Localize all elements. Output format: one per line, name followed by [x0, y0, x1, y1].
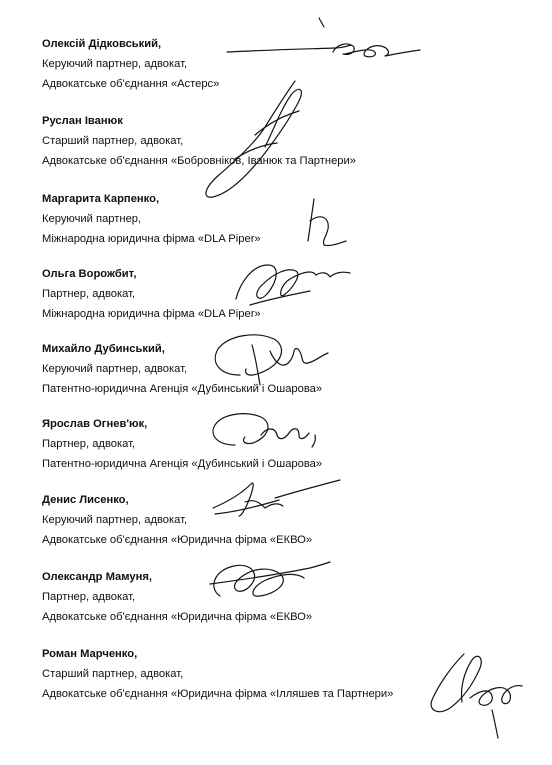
signatory-organization: Адвокатське об'єднання «Юридична фірма «Ілляшев та Партнери» [42, 688, 394, 700]
signatory-name: Денис Лисенко, [42, 494, 129, 506]
signatory-name: Маргарита Карпенко, [42, 193, 160, 205]
signatory-name: Олександр Мамуня, [42, 571, 152, 583]
signatory-organization: Патентно-юридична Агенція «Дубинський і Ошарова» [42, 458, 323, 470]
handwritten-signature [225, 32, 425, 64]
signatory-name: Михайло Дубинський, [42, 343, 165, 355]
signatory-position: Керуючий партнер, адвокат, [42, 58, 188, 70]
signatory-organization: Патентно-юридична Агенція «Дубинський і Ошарова» [42, 383, 323, 395]
signatory-organization: Адвокатське об'єднання «Юридична фірма «ЕКВО» [42, 611, 313, 623]
handwritten-signature [205, 405, 325, 460]
signatory-position: Старший партнер, адвокат, [42, 135, 184, 147]
signatory-name: Руслан Іванюк [42, 115, 123, 127]
signatory-position: Керуючий партнер, [42, 213, 142, 225]
signatory-position: Партнер, адвокат, [42, 288, 136, 300]
handwritten-signature [195, 75, 315, 210]
signatory-position: Старший партнер, адвокат, [42, 668, 184, 680]
handwritten-signature [420, 638, 540, 748]
signatory-organization: Адвокатське об'єднання «Астерс» [42, 78, 220, 90]
signatory-organization: Адвокатське об'єднання «Бобровніков, Іванюк та Партнери» [42, 155, 356, 167]
signatory-name: Ольга Ворожбит, [42, 268, 137, 280]
signatory-position: Партнер, адвокат, [42, 591, 136, 603]
stray-mark [316, 16, 328, 30]
handwritten-signature [205, 470, 345, 530]
handwritten-signature [300, 195, 360, 250]
signatory-organization: Адвокатське об'єднання «Юридична фірма «ЕКВО» [42, 534, 313, 546]
signatory-name: Олексій Дідковський, [42, 38, 162, 50]
signatory-name: Ярослав Огнев'юк, [42, 418, 148, 430]
handwritten-signature [200, 325, 340, 395]
signatory-organization: Міжнародна юридична фірма «DLA Piper» [42, 233, 261, 245]
signatory-position: Партнер, адвокат, [42, 438, 136, 450]
signatory-position: Керуючий партнер, адвокат, [42, 514, 188, 526]
signatory-name: Роман Марченко, [42, 648, 138, 660]
handwritten-signature [230, 255, 355, 315]
handwritten-signature [200, 548, 340, 613]
signatory-organization: Міжнародна юридична фірма «DLA Piper» [42, 308, 261, 320]
signatory-position: Керуючий партнер, адвокат, [42, 363, 188, 375]
